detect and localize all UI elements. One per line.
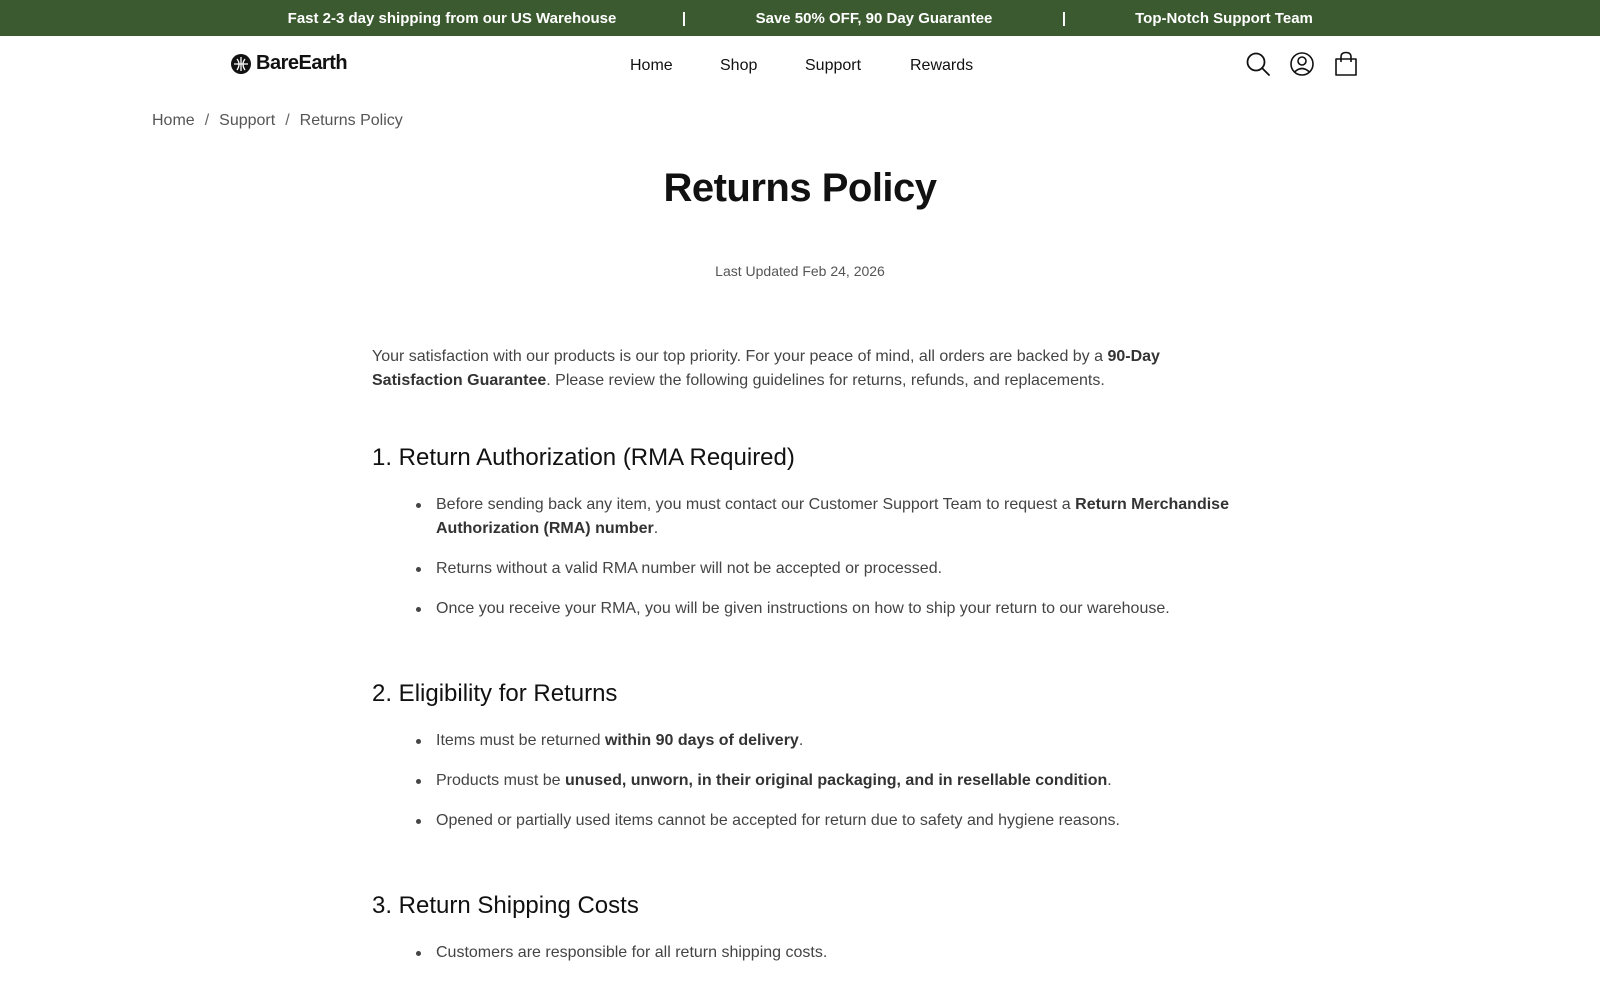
logo-link[interactable] (230, 52, 347, 75)
breadcrumb-current: Returns Policy (299, 112, 403, 129)
list-item (416, 729, 1232, 753)
item-text: Once you receive your RMA, you will be given instructions on how to ship your return to our warehouse. (436, 600, 1170, 617)
announcement-shipping: Fast 2-3 day shipping from our US Warehouse (287, 10, 617, 27)
announcement-support: Top-Notch Support Team (1135, 10, 1313, 27)
item-text: Returns without a valid RMA number will not be accepted or processed. (436, 560, 943, 577)
item-text: Opened or partially used items cannot be accepted for return due to safety and hygiene reasons. (436, 812, 1120, 829)
list-item (416, 769, 1232, 793)
breadcrumb (152, 112, 403, 130)
list-item (416, 809, 1232, 833)
item-bold: unused, unworn, in their original packaging, and in resellable condition (564, 772, 1108, 789)
breadcrumb-support[interactable]: Support (219, 112, 276, 129)
section-list (416, 729, 1232, 833)
cart-icon[interactable] (1332, 50, 1360, 78)
section-heading: 1. Return Authorization (RMA Required) (372, 444, 795, 471)
list-item (416, 557, 1232, 581)
announcement-separator: | (1061, 10, 1067, 27)
item-text: Products must be (436, 772, 565, 789)
announcement-guarantee: Save 50% OFF, 90 Day Guarantee (755, 10, 993, 27)
item-bold: within 90 days of delivery (604, 732, 799, 749)
nav-shop[interactable]: Shop (720, 57, 758, 74)
item-text-end: . (653, 520, 659, 537)
announcement-separator: | (681, 10, 687, 27)
breadcrumb-separator: / (204, 112, 210, 129)
search-icon[interactable] (1244, 50, 1272, 78)
item-text: Customers are responsible for all return shipping costs. (436, 944, 828, 961)
intro-bold: 90-Day Satisfaction Guarantee (372, 348, 1160, 389)
last-updated: Last Updated Feb 24, 2026 (715, 263, 885, 279)
account-icon[interactable] (1288, 50, 1316, 78)
page-title: Returns Policy (663, 166, 937, 210)
nav-rewards[interactable]: Rewards (910, 57, 974, 74)
list-item (416, 597, 1232, 621)
breadcrumb-separator: / (285, 112, 290, 129)
breadcrumb-home[interactable]: Home (152, 112, 195, 129)
item-bold: Return Merchandise Authorization (RMA) number (436, 496, 1229, 537)
site-header (0, 36, 1600, 94)
intro-text-end: . Please review the following guidelines for returns, refunds, and replacements. (546, 372, 1105, 389)
section-heading: 2. Eligibility for Returns (372, 680, 618, 707)
announcement-bar (0, 0, 1600, 36)
item-text-end: . (798, 732, 804, 749)
logo-text: BareEarth (256, 52, 348, 74)
intro-text: Your satisfaction with our products is our top priority. For your peace of mind, all orders are backed by a (372, 348, 1108, 365)
item-text: Items must be returned (436, 732, 605, 749)
nav-home[interactable]: Home (630, 57, 673, 74)
policy-content (372, 345, 1232, 1000)
section-heading: 3. Return Shipping Costs (372, 892, 639, 919)
item-text-end: . (1107, 772, 1112, 789)
item-text: Before sending back any item, you must contact our Customer Support Team to request a (436, 496, 1076, 513)
intro-paragraph (372, 345, 1232, 393)
logo-icon (230, 53, 252, 75)
list-item (416, 493, 1232, 541)
list-item (416, 941, 1232, 965)
section-list (416, 493, 1232, 621)
section-list (416, 941, 1232, 965)
nav-support[interactable]: Support (805, 57, 862, 74)
